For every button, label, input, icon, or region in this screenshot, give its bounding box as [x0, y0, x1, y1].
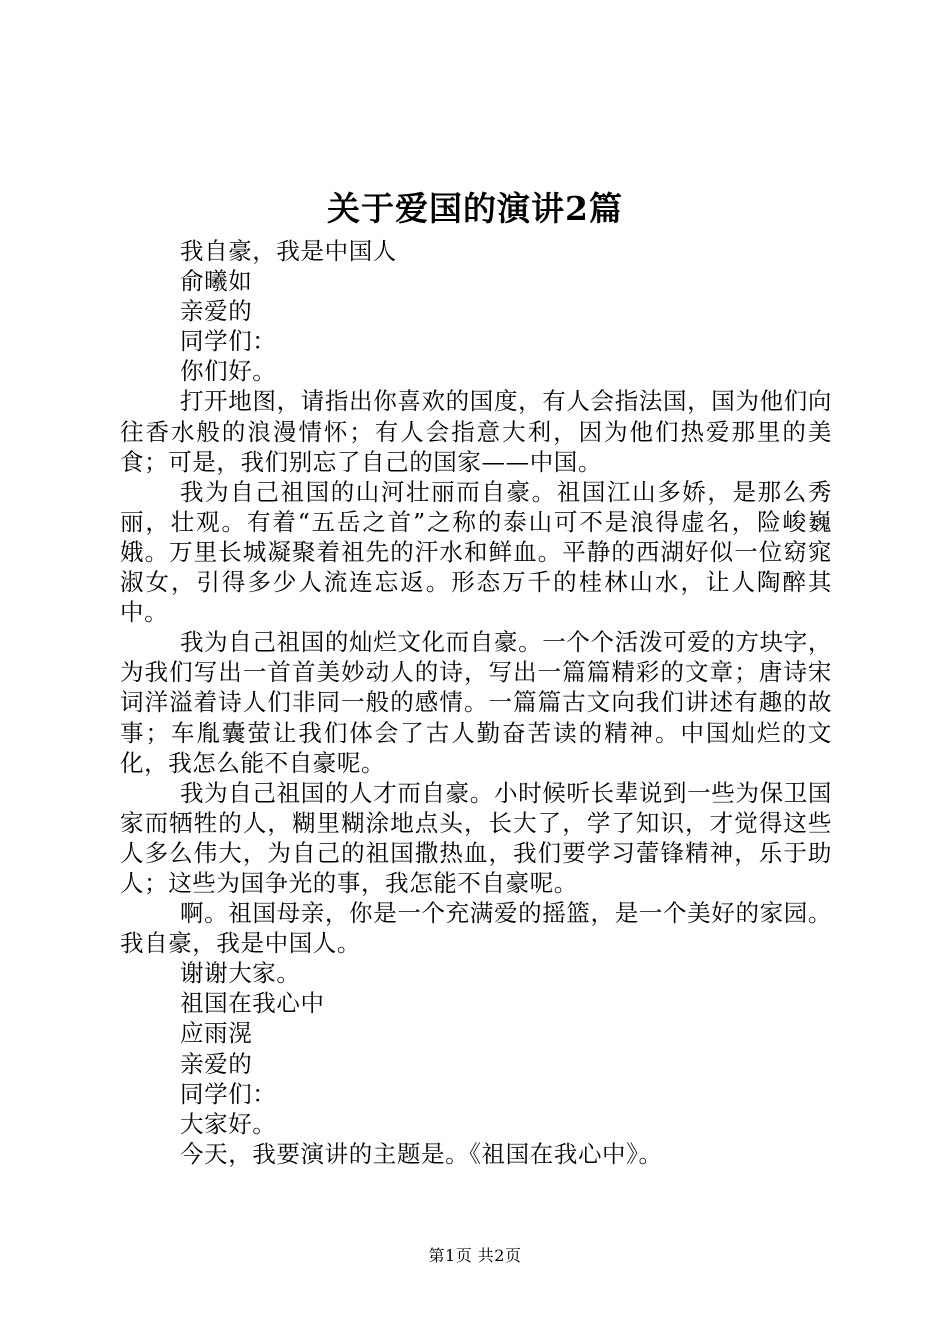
paragraph: 同学们： — [180, 327, 277, 356]
document-title: 关于爱国的演讲2篇 — [327, 189, 623, 228]
paragraph: 应雨滉 — [180, 1019, 253, 1048]
paragraph: 大家好。 — [180, 1109, 277, 1138]
paragraph: 我为自己祖国的灿烂文化而自豪。一个个活泼可爱的方块字，为我们写出一首首美妙动人的诗，写出一篇篇精彩的文章；唐诗宋词洋溢着诗人们非同一般的感情。一篇篇古文向我们讲述有趣的故事；车胤囊萤让我们体会了古人勤奋苦读的精神。中国灿烂的文化，我怎么能不自豪呢。 — [120, 628, 832, 777]
paragraph: 同学们： — [180, 1079, 277, 1108]
paragraph: 我为自己祖国的人才而自豪。小时候听长辈说到一些为保卫国家而牺牲的人，糊里糊涂地点头，长大了，学了知识，才觉得这些人多么伟大，为自己的祖国撒热血，我们要学习蕾锋精神，乐于助人；这些为国争光的事，我怎能不自豪呢。 — [120, 778, 832, 897]
paragraph: 你们好。 — [180, 357, 277, 386]
paragraph: 啊。祖国母亲，你是一个充满爱的摇篮，是一个美好的家园。我自豪，我是中国人。 — [120, 899, 832, 958]
paragraph: 打开地图，请指出你喜欢的国度，有人会指法国，国为他们向往香水般的浪漫情怀；有人会指意大利，因为他们热爱那里的美食；可是，我们别忘了自己的国家——中国。 — [120, 387, 832, 476]
paragraph: 我为自己祖国的山河壮丽而自豪。祖国江山多娇，是那么秀丽，壮观。有着“五岳之首”之称的泰山可不是浪得虚名，险峻巍娥。万里长城凝聚着祖先的汗水和鲜血。平静的西湖好似一位窈窕淑女，引得多少人流连忘返。形态万千的桂林山水，让人陶醉其中。 — [120, 477, 832, 627]
paragraph: 祖国在我心中 — [180, 989, 325, 1018]
paragraph: 谢谢大家。 — [180, 959, 301, 988]
paragraph: 我自豪，我是中国人 — [180, 237, 397, 265]
page-footer: 第1页 共2页 — [428, 1246, 522, 1265]
paragraph: 俞曦如 — [180, 267, 253, 296]
paragraph: 今天，我要演讲的主题是。《祖国在我心中》。 — [180, 1139, 663, 1168]
paragraph: 亲爱的 — [180, 1049, 253, 1078]
document-body — [120, 236, 832, 1169]
paragraph: 亲爱的 — [180, 297, 253, 326]
